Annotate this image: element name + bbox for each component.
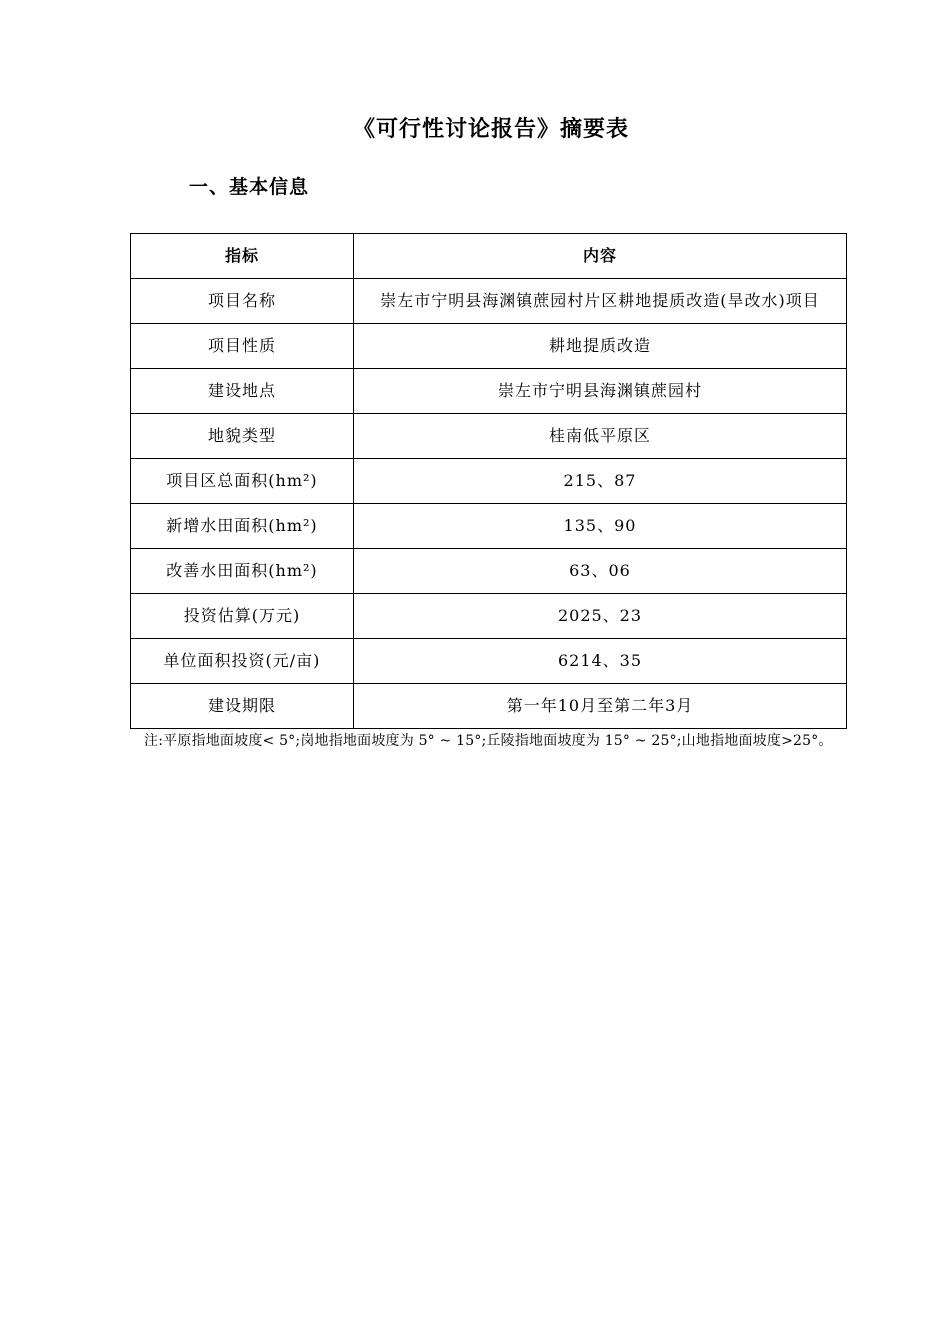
row-label-unit-investment: 单位面积投资(元/亩) (131, 639, 354, 684)
row-label-project-nature: 项目性质 (131, 324, 354, 369)
row-label-improved-paddy-area: 改善水田面积(hm²) (131, 549, 354, 594)
row-value-landform: 桂南低平原区 (354, 414, 847, 459)
page-title: 《可行性讨论报告》摘要表 (352, 116, 629, 142)
row-value-construction-period: 第一年10月至第二年3月 (354, 684, 847, 729)
row-label-location: 建设地点 (131, 369, 354, 414)
table-row (131, 504, 847, 549)
column-header-content: 内容 (354, 234, 847, 279)
table-row (131, 459, 847, 504)
table-row (131, 369, 847, 414)
row-value-investment-estimate: 2025、23 (354, 594, 847, 639)
row-label-landform: 地貌类型 (131, 414, 354, 459)
column-header-indicator: 指标 (131, 234, 354, 279)
table-row (131, 639, 847, 684)
row-label-total-area: 项目区总面积(hm²) (131, 459, 354, 504)
table-row (131, 414, 847, 459)
table-row (131, 684, 847, 729)
row-value-unit-investment: 6214、35 (354, 639, 847, 684)
table-row (131, 549, 847, 594)
row-label-new-paddy-area: 新增水田面积(hm²) (131, 504, 354, 549)
row-label-investment-estimate: 投资估算(万元) (131, 594, 354, 639)
row-value-total-area: 215、87 (354, 459, 847, 504)
table-row (131, 594, 847, 639)
table-header-row (131, 234, 847, 279)
table-row (131, 324, 847, 369)
row-value-improved-paddy-area: 63、06 (354, 549, 847, 594)
summary-table (130, 233, 847, 729)
row-value-new-paddy-area: 135、90 (354, 504, 847, 549)
table-row (131, 279, 847, 324)
row-value-location: 崇左市宁明县海渊镇蔗园村 (354, 369, 847, 414)
row-label-construction-period: 建设期限 (131, 684, 354, 729)
section-heading: 一、基本信息 (189, 176, 310, 198)
row-value-project-nature: 耕地提质改造 (354, 324, 847, 369)
row-value-project-name: 崇左市宁明县海渊镇蔗园村片区耕地提质改造(旱改水)项目 (354, 279, 847, 324)
table-footnote: 注:平原指地面坡度< 5°;岗地指地面坡度为 5° ~ 15°;丘陵指地面坡度为 15° ~ 25°;山地指地面坡度>25°。 (144, 733, 833, 749)
row-label-project-name: 项目名称 (131, 279, 354, 324)
